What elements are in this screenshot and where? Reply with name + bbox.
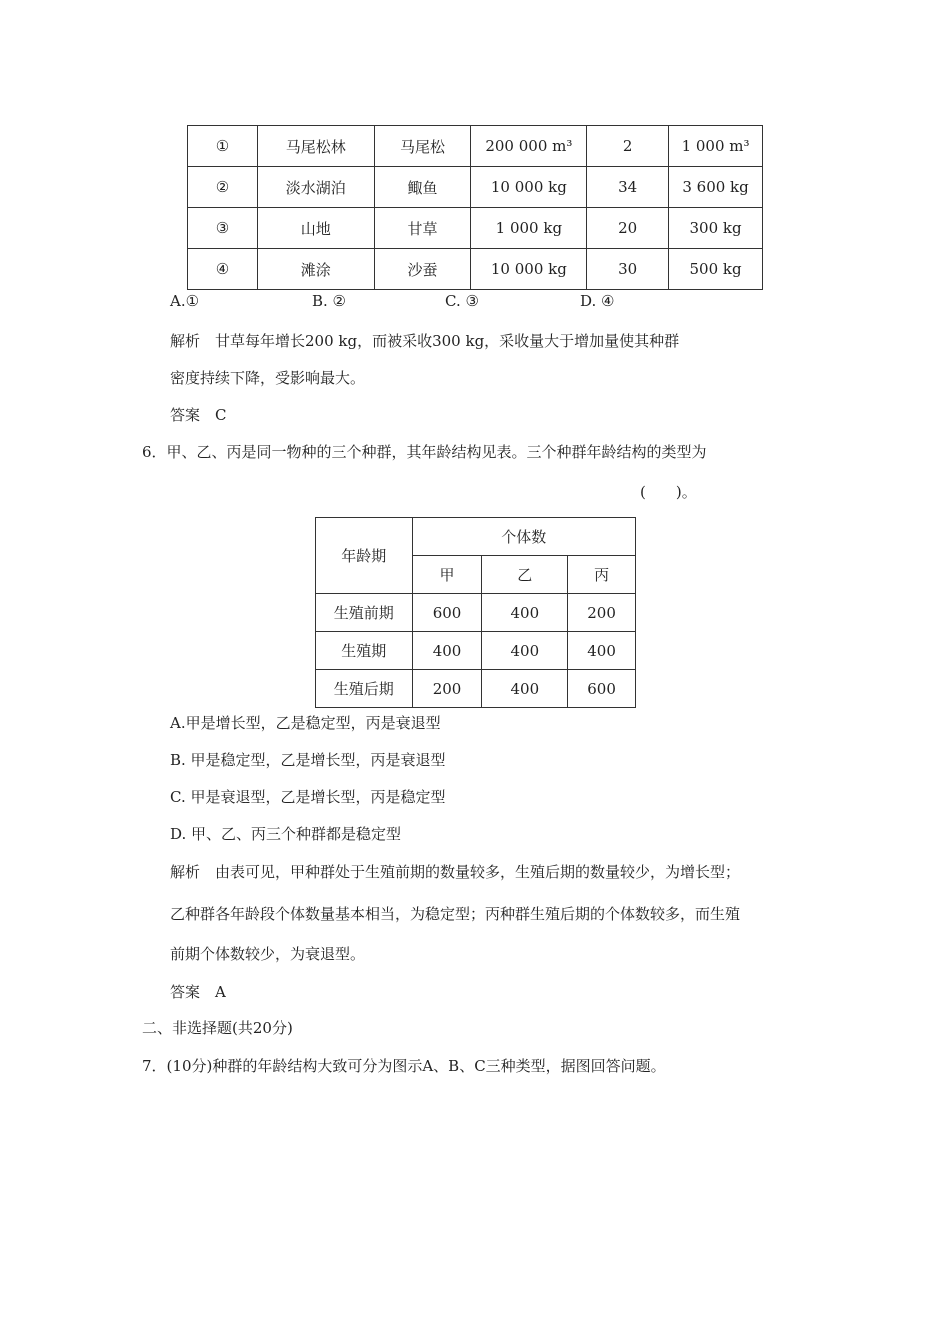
age-structure-cell: 400 (412, 632, 482, 670)
cell-total-amount: 200 000 m³ (471, 126, 587, 167)
age-structure-cell: 400 (568, 632, 636, 670)
table-row (188, 208, 763, 249)
cell-total-amount: 1 000 kg (471, 208, 587, 249)
cell-species: 鲰鱼 (374, 167, 471, 208)
age-structure-cell: 200 (412, 670, 482, 708)
cell-species: 马尾松 (374, 126, 471, 167)
q7-stem: 7．(10分)种群的年龄结构大致可分为图示A、B、C三种类型，据图回答问题。 (142, 1057, 666, 1075)
age-structure-col-header: 甲 (412, 556, 482, 594)
table-row (188, 167, 763, 208)
q5-option-a: A.① (170, 292, 200, 310)
cell-total-amount: 10 000 kg (471, 167, 587, 208)
cell-row-index: ① (188, 126, 258, 167)
q6-analysis-line-1: 解析 由表可见，甲种群处于生殖前期的数量较多，生殖后期的数量较少，为增长型； (170, 863, 741, 881)
age-structure-col-header: 乙 (482, 556, 568, 594)
age-structure-cell: 400 (482, 670, 568, 708)
q6-answer-blank: ( )。 (640, 483, 697, 501)
q6-option-b: B. 甲是稳定型，乙是增长型，丙是衰退型 (170, 751, 446, 769)
q5-option-b: B. ② (312, 292, 347, 310)
cell-growth-rate: 30 (587, 249, 669, 290)
age-structure-corner: 年龄期 (316, 518, 413, 594)
q6-analysis-line-2: 乙种群各年龄段个体数量基本相当，为稳定型；丙种群生殖后期的个体数较多，而生殖 (170, 905, 741, 923)
q5-analysis-line-2: 密度持续下降，受影响最大。 (170, 369, 366, 387)
cell-species: 甘草 (374, 208, 471, 249)
cell-growth-rate: 34 (587, 167, 669, 208)
age-structure-col-header: 丙 (568, 556, 636, 594)
q6-answer: 答案 A (170, 983, 226, 1001)
age-structure-cell: 600 (568, 670, 636, 708)
age-structure-table (315, 517, 636, 708)
q6-option-a: A.甲是增长型，乙是稳定型，丙是衰退型 (170, 714, 441, 732)
species-harvest-table-body (188, 126, 763, 290)
age-structure-cell: 400 (482, 632, 568, 670)
age-structure-row-label: 生殖期 (316, 632, 413, 670)
q6-stem: 6．甲、乙、丙是同一物种的三个种群，其年龄结构见表。三个种群年龄结构的类型为 (142, 443, 707, 461)
age-structure-row-label: 生殖前期 (316, 594, 413, 632)
cell-row-index: ③ (188, 208, 258, 249)
table-row (188, 126, 763, 167)
cell-total-amount: 10 000 kg (471, 249, 587, 290)
section-heading: 二、非选择题(共20分) (142, 1019, 293, 1037)
age-structure-row-label: 生殖后期 (316, 670, 413, 708)
species-harvest-table (187, 125, 763, 290)
q6-option-c: C. 甲是衰退型，乙是增长型，丙是稳定型 (170, 788, 446, 806)
cell-species: 沙蚕 (374, 249, 471, 290)
table-row (188, 249, 763, 290)
q5-option-c: C. ③ (445, 292, 479, 310)
age-structure-cell: 600 (412, 594, 482, 632)
cell-habitat: 马尾松林 (257, 126, 374, 167)
cell-harvest: 300 kg (669, 208, 763, 249)
cell-harvest: 500 kg (669, 249, 763, 290)
cell-growth-rate: 2 (587, 126, 669, 167)
cell-growth-rate: 20 (587, 208, 669, 249)
cell-harvest: 1 000 m³ (669, 126, 763, 167)
q6-option-d: D. 甲、乙、丙三个种群都是稳定型 (170, 825, 402, 843)
q5-option-d: D. ④ (580, 292, 615, 310)
cell-habitat: 山地 (257, 208, 374, 249)
q6-analysis-line-3: 前期个体数较少，为衰退型。 (170, 945, 366, 963)
age-structure-cell: 200 (568, 594, 636, 632)
cell-habitat: 淡水湖泊 (257, 167, 374, 208)
cell-row-index: ④ (188, 249, 258, 290)
cell-row-index: ② (188, 167, 258, 208)
cell-harvest: 3 600 kg (669, 167, 763, 208)
age-structure-group-header: 个体数 (412, 518, 635, 556)
q5-answer: 答案 C (170, 406, 227, 424)
cell-habitat: 滩涂 (257, 249, 374, 290)
age-structure-cell: 400 (482, 594, 568, 632)
q5-analysis-line-1: 解析 甘草每年增长200 kg，而被采收300 kg，采收量大于增加量使其种群 (170, 332, 680, 350)
